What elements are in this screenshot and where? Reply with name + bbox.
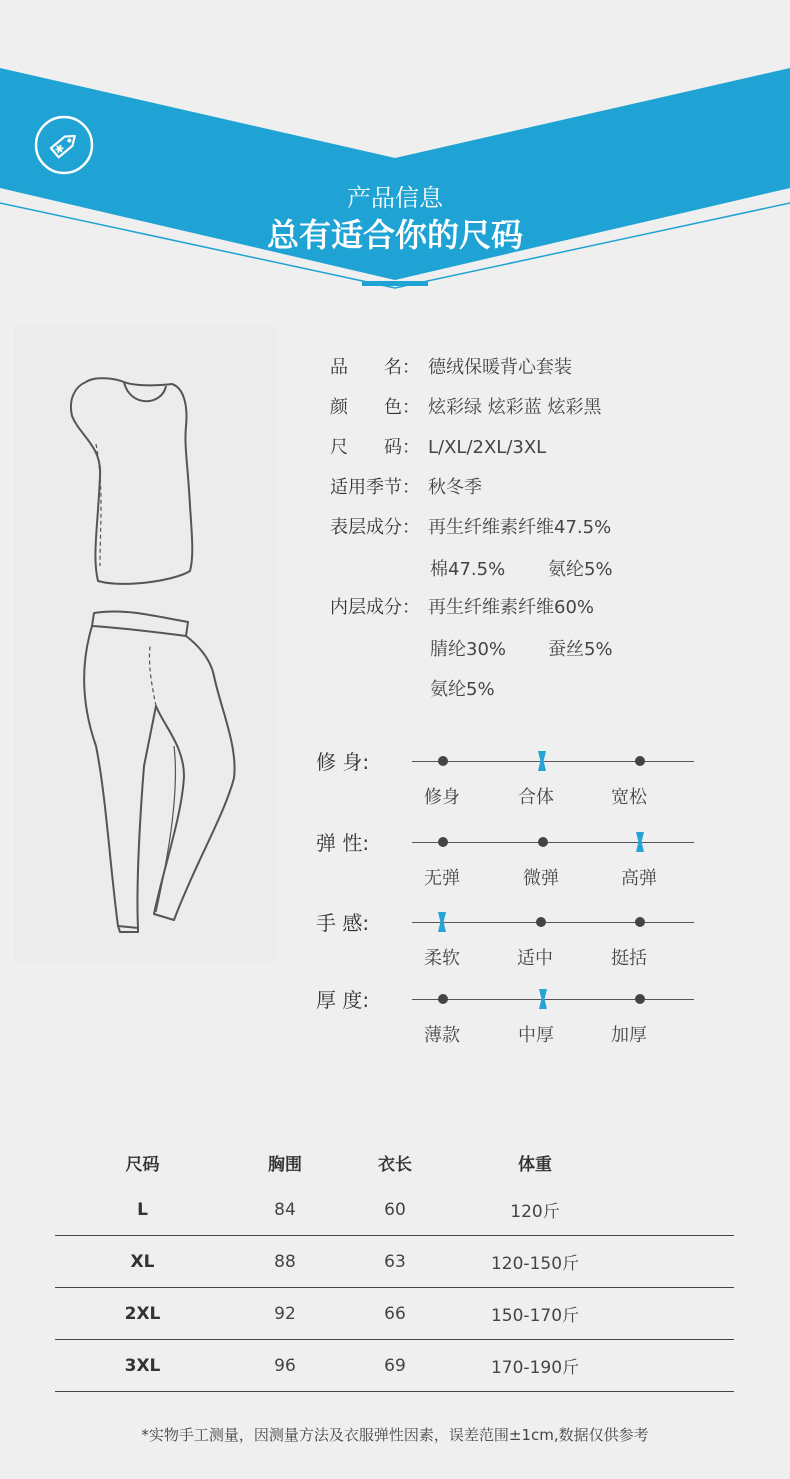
inner-extra: 腈纶30% <box>430 639 507 660</box>
measurement-note: *实物手工测量，因测量方法及衣服弹性因素，误差范围±1cm,数据仅供参考 <box>141 1426 649 1444</box>
banner-title: 总有适合你的尺码 <box>266 216 523 254</box>
cell-length: 66 <box>340 1288 450 1340</box>
col-header-weight: 体重 <box>518 1154 552 1175</box>
scale-label: 弹 性: <box>316 831 370 855</box>
scale-dot <box>635 917 645 927</box>
cell-spacer <box>620 1340 734 1392</box>
info-label: 颜 色： <box>330 397 420 418</box>
banner-subtitle: 产品信息 <box>347 184 443 212</box>
cell-chest: 92 <box>230 1288 340 1340</box>
scale-option: 适中 <box>517 948 553 969</box>
table-row <box>55 1288 734 1340</box>
cell-length: 63 <box>340 1236 450 1288</box>
info-value: 秋冬季 <box>428 477 482 498</box>
scale-option: 微弹 <box>523 868 559 889</box>
scale-line <box>412 922 694 923</box>
cell-size: 3XL <box>55 1340 230 1392</box>
table-header-row <box>55 1140 734 1184</box>
scale-option: 修身 <box>424 787 460 808</box>
info-value: 德绒保暖背心套装 <box>428 357 572 378</box>
info-label: 适用季节： <box>330 477 420 498</box>
info-row-color <box>330 395 602 421</box>
cell-spacer <box>620 1236 734 1288</box>
info-row-season <box>330 475 482 501</box>
cell-length: 60 <box>340 1184 450 1236</box>
cell-length: 69 <box>340 1340 450 1392</box>
surface-extra: 棉47.5% <box>430 559 506 580</box>
scale-option: 薄款 <box>424 1025 460 1046</box>
scale-label: 手 感: <box>316 911 370 935</box>
col-header-length: 衣长 <box>378 1154 412 1175</box>
scale-dot <box>438 837 448 847</box>
cell-chest: 84 <box>230 1184 340 1236</box>
scale-line <box>412 761 694 762</box>
col-header-chest: 胸围 <box>268 1154 302 1175</box>
table-row <box>55 1340 734 1392</box>
surface-extra: 氨纶5% <box>548 559 613 580</box>
scale-dot <box>438 994 448 1004</box>
size-table <box>55 1140 734 1392</box>
cell-weight: 150-170斤 <box>450 1288 620 1340</box>
scale-label: 修 身: <box>316 750 370 774</box>
info-row-size <box>330 435 547 461</box>
cell-spacer <box>620 1184 734 1236</box>
info-label: 尺 码： <box>330 437 420 458</box>
scale-option: 柔软 <box>424 948 460 969</box>
cell-chest: 88 <box>230 1236 340 1288</box>
info-label: 表层成分： <box>330 517 420 538</box>
cell-size: XL <box>55 1236 230 1288</box>
table-row <box>55 1236 734 1288</box>
cell-size: L <box>55 1184 230 1236</box>
info-label: 品 名： <box>330 357 420 378</box>
info-row-name <box>330 355 572 381</box>
scale-option: 宽松 <box>611 787 647 808</box>
info-value: 再生纤维素纤维60% <box>428 597 595 618</box>
scale-dot <box>635 756 645 766</box>
scale-option: 加厚 <box>611 1025 647 1046</box>
scale-dot <box>536 917 546 927</box>
scale-label: 厚 度: <box>316 988 370 1012</box>
scale-option: 挺括 <box>611 948 647 969</box>
tag-icon <box>34 115 94 175</box>
cell-size: 2XL <box>55 1288 230 1340</box>
scale-option: 合体 <box>518 787 554 808</box>
info-row-inner <box>330 595 595 621</box>
info-row-surface <box>330 515 612 541</box>
info-label: 内层成分： <box>330 597 420 618</box>
scale-dot <box>538 837 548 847</box>
inner-extra: 蚕丝5% <box>548 639 613 660</box>
scale-dot <box>438 756 448 766</box>
info-value: L/XL/2XL/3XL <box>428 437 547 458</box>
scale-line <box>412 999 694 1000</box>
scale-line <box>412 842 694 843</box>
cell-spacer <box>620 1288 734 1340</box>
table-row <box>55 1184 734 1236</box>
cell-weight: 170-190斤 <box>450 1340 620 1392</box>
inner-extra: 氨纶5% <box>430 679 495 700</box>
col-header-spacer <box>620 1140 734 1184</box>
scale-dot <box>635 994 645 1004</box>
info-value: 炫彩绿 炫彩蓝 炫彩黑 <box>428 397 602 418</box>
scale-option: 中厚 <box>518 1025 554 1046</box>
col-header-size: 尺码 <box>125 1154 160 1175</box>
info-value: 再生纤维素纤维47.5% <box>428 517 612 538</box>
scale-option: 无弹 <box>424 868 460 889</box>
scale-option: 高弹 <box>621 868 657 889</box>
cell-chest: 96 <box>230 1340 340 1392</box>
cell-weight: 120-150斤 <box>450 1236 620 1288</box>
garment-illustration <box>14 326 276 962</box>
cell-weight: 120斤 <box>450 1184 620 1236</box>
